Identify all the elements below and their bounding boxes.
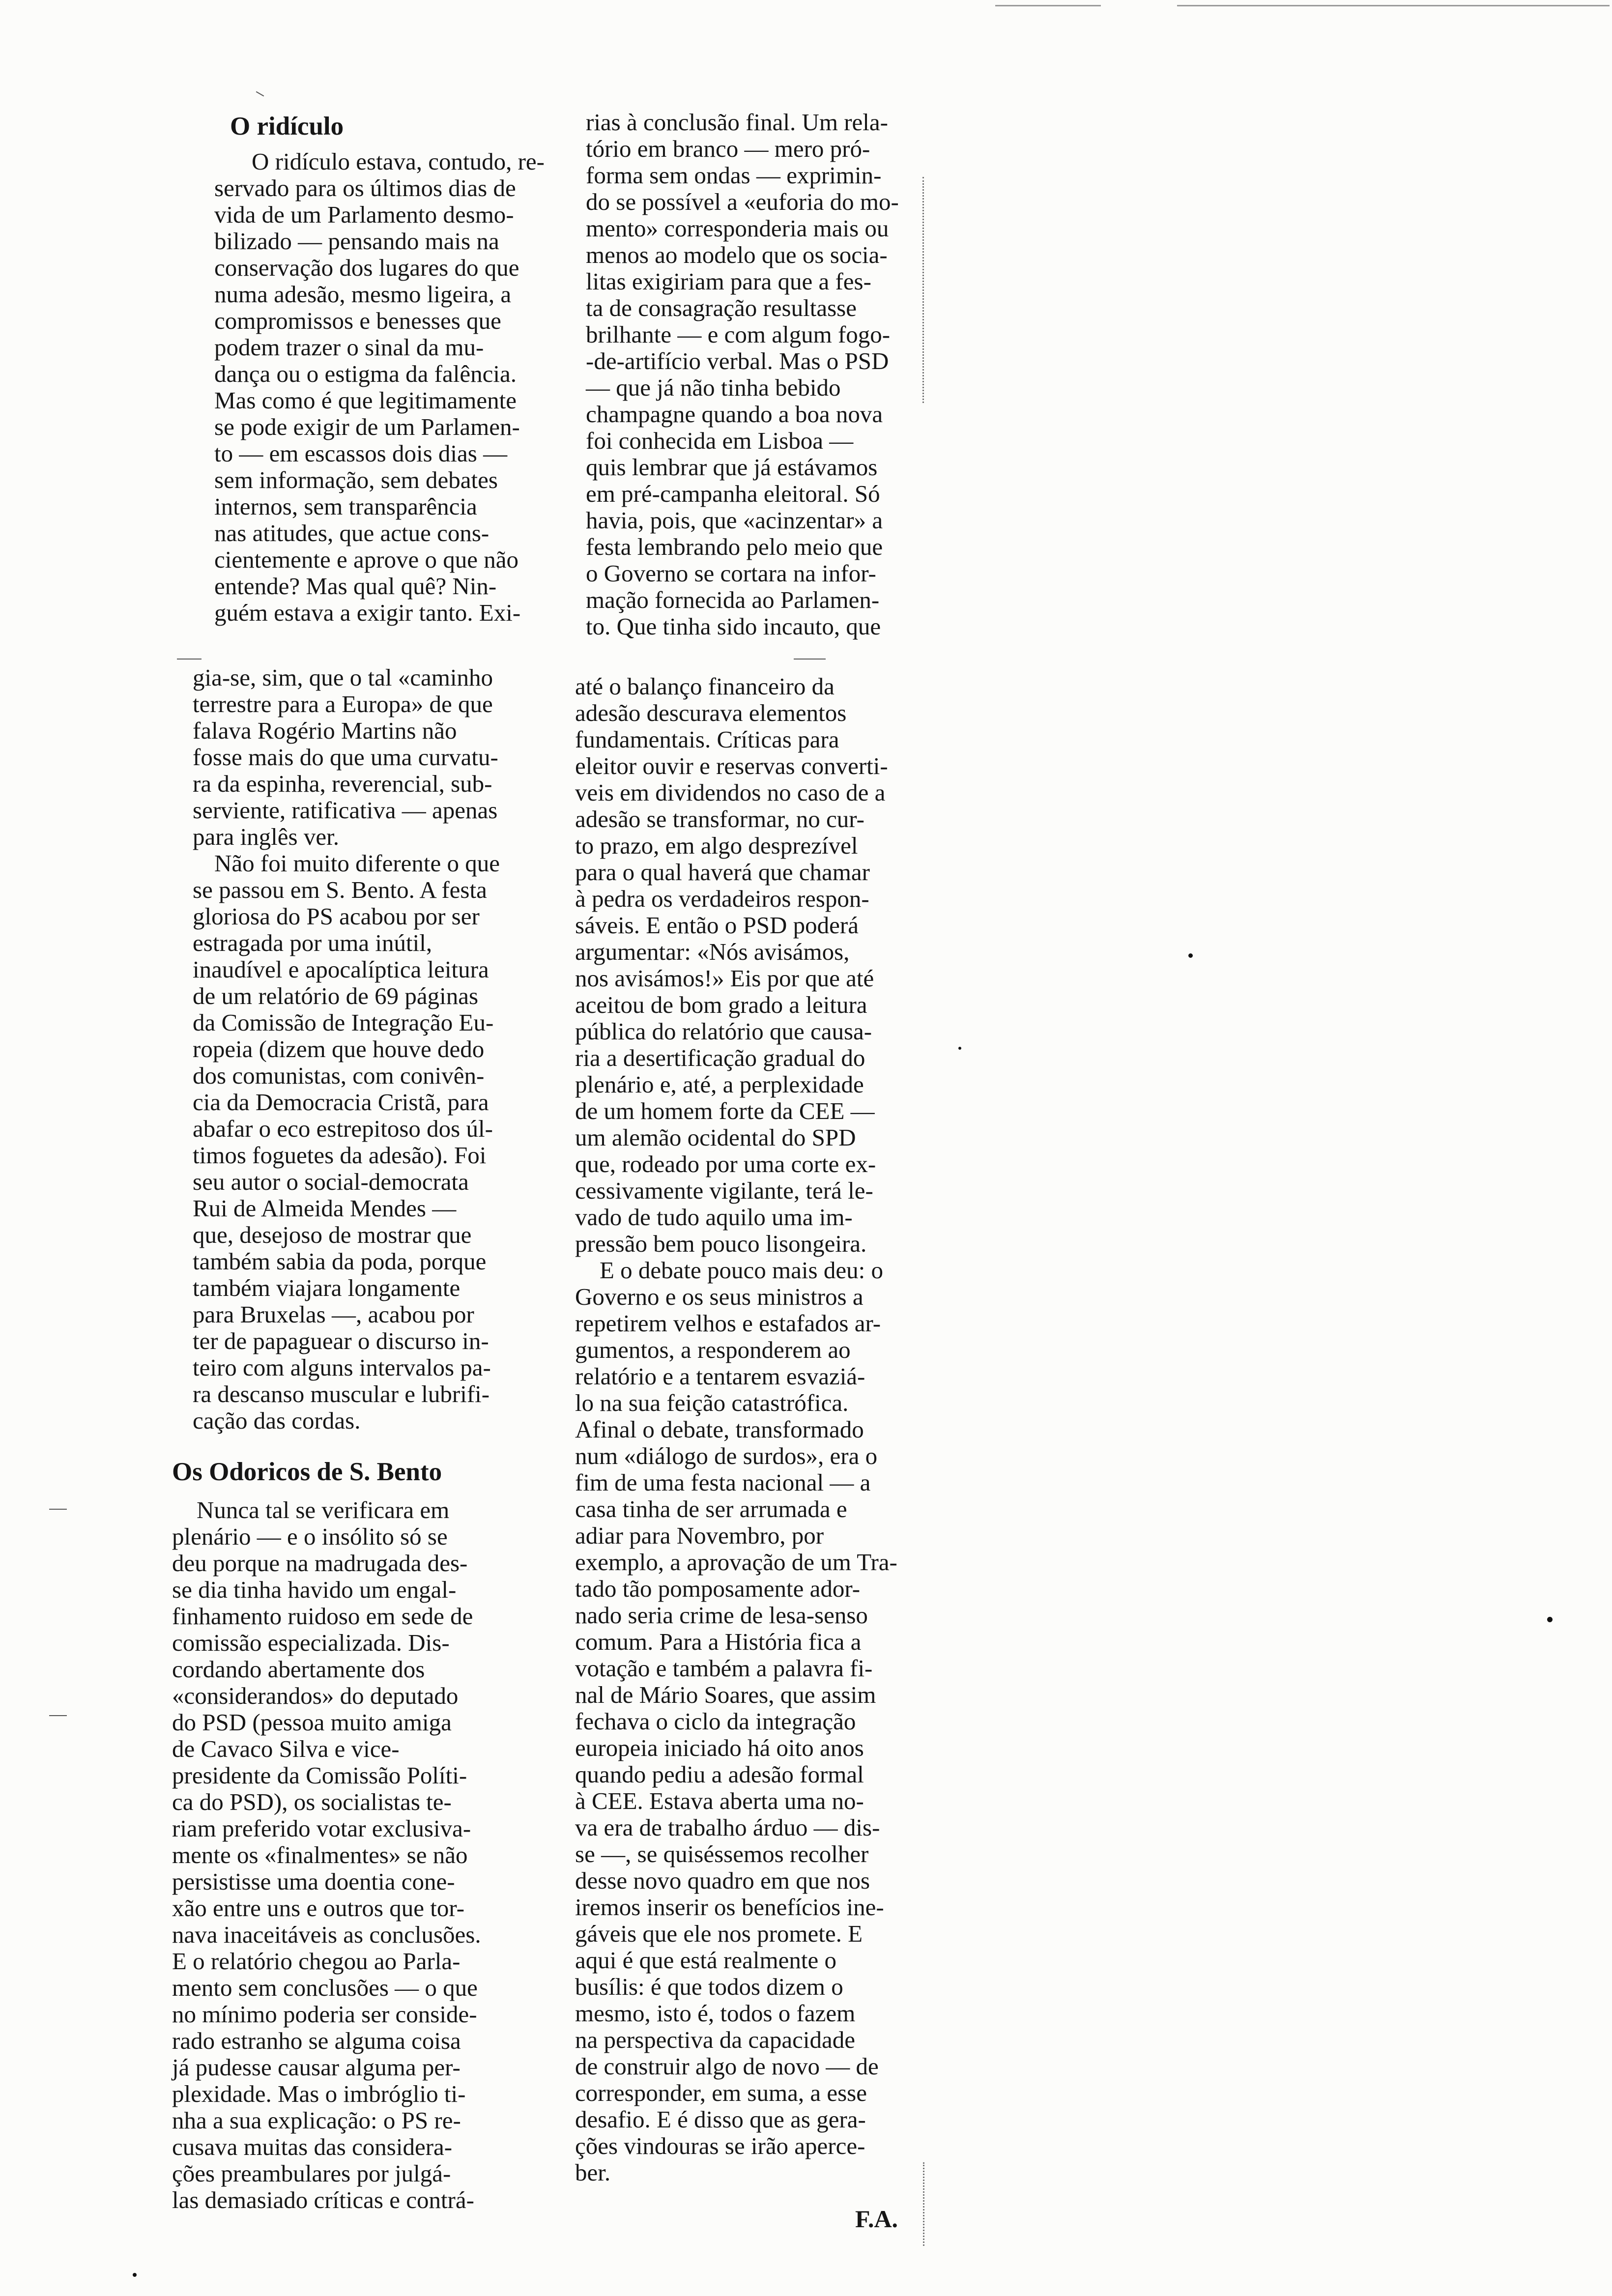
text-line: até o balanço financeiro da bbox=[575, 673, 835, 700]
text-line: fim de uma festa nacional — a bbox=[575, 1469, 871, 1496]
text-line: plenário — e o insólito só se bbox=[172, 1523, 448, 1550]
text-line: to — em escassos dois dias — bbox=[214, 440, 508, 467]
text-line: desse novo quadro em que nos bbox=[575, 1867, 870, 1894]
text-line: festa lembrando pelo meio que bbox=[586, 533, 883, 560]
text-line: entende? Mas qual quê? Nin- bbox=[214, 573, 497, 600]
text-line: tório em branco — mero pró- bbox=[586, 135, 870, 162]
text-line: nado seria crime de lesa-senso bbox=[575, 1602, 868, 1629]
text-line: que, rodeado por uma corte ex- bbox=[575, 1150, 876, 1177]
text-line: já pudesse causar alguma per- bbox=[172, 2054, 461, 2081]
speck-3 bbox=[1547, 1617, 1553, 1622]
text-line: rias à conclusão final. Um rela- bbox=[586, 109, 888, 136]
text-line: Governo e os seus ministros a bbox=[575, 1283, 864, 1310]
text-line: podem trazer o sinal da mu- bbox=[214, 334, 484, 361]
text-line: dos comunistas, com conivên- bbox=[193, 1062, 485, 1089]
text-line: mente os «finalmentes» se não bbox=[172, 1841, 468, 1868]
text-line: gumentos, a responderem ao bbox=[575, 1336, 851, 1363]
text-line: na perspectiva da capacidade bbox=[575, 2026, 855, 2053]
text-line: aqui é que está realmente o bbox=[575, 1947, 836, 1974]
text-line: de um homem forte da CEE — bbox=[575, 1097, 875, 1124]
speck-2 bbox=[958, 1047, 961, 1050]
text-line: relatório e a tentarem esvaziá- bbox=[575, 1363, 865, 1390]
margin-tick-1 bbox=[49, 1509, 67, 1510]
text-line: votação e também a palavra fi- bbox=[575, 1655, 873, 1682]
text-line: ta de consagração resultasse bbox=[586, 294, 857, 321]
text-line: pública do relatório que causa- bbox=[575, 1018, 872, 1045]
text-line: timos foguetes da adesão). Foi bbox=[193, 1142, 487, 1169]
speck-1 bbox=[1188, 953, 1193, 958]
text-line: se —, se quiséssemos recolher bbox=[575, 1840, 869, 1867]
text-line: Mas como é que legitimamente bbox=[214, 387, 517, 414]
text-line: dança ou o estigma da falência. bbox=[214, 360, 517, 387]
text-line: adiar para Novembro, por bbox=[575, 1522, 824, 1549]
text-line: mento» corresponderia mais ou bbox=[586, 215, 889, 242]
text-line: que, desejoso de mostrar que bbox=[193, 1221, 472, 1248]
text-line: cientemente e aprove o que não bbox=[214, 546, 519, 573]
text-line: fundamentais. Críticas para bbox=[575, 726, 839, 753]
text-line: vida de um Parlamento desmo- bbox=[214, 201, 514, 228]
top-rule-2 bbox=[1177, 5, 1610, 6]
text-line: à CEE. Estava aberta uma no- bbox=[575, 1787, 864, 1814]
text-line: veis em dividendos no caso de a bbox=[575, 779, 886, 806]
text-line: cusava muitas das considera- bbox=[172, 2133, 453, 2160]
text-line: terrestre para a Europa» de que bbox=[193, 690, 493, 718]
text-line: mento sem conclusões — o que bbox=[172, 1974, 478, 2001]
text-line: menos ao modelo que os socia- bbox=[586, 241, 888, 268]
text-line: plexidade. Mas o imbróglio ti- bbox=[172, 2080, 466, 2107]
scan-mark bbox=[256, 91, 264, 97]
text-line: deu porque na madrugada des- bbox=[172, 1550, 468, 1577]
text-line: ria a desertificação gradual do bbox=[575, 1044, 865, 1071]
text-line: -de-artifício verbal. Mas o PSD bbox=[586, 347, 889, 374]
text-line: guém estava a exigir tanto. Exi- bbox=[214, 599, 521, 626]
text-line: comissão especializada. Dis- bbox=[172, 1629, 450, 1656]
column2-top bbox=[586, 109, 899, 640]
text-line: adesão se transformar, no cur- bbox=[575, 805, 864, 832]
text-line: também sabia da poda, porque bbox=[193, 1248, 487, 1275]
text-line: plenário e, até, a perplexidade bbox=[575, 1071, 864, 1098]
text-line: ções preambulares por julgá- bbox=[172, 2160, 451, 2187]
margin-line-bottom bbox=[923, 2162, 924, 2246]
text-line: iremos inserir os benefícios ine- bbox=[575, 1894, 884, 1921]
text-line: serviente, ratificativa — apenas bbox=[193, 797, 498, 824]
column1-top bbox=[214, 148, 545, 626]
text-line: quis lembrar que já estávamos bbox=[586, 454, 878, 481]
text-line: Afinal o debate, transformado bbox=[575, 1416, 864, 1443]
text-line: cessivamente vigilante, terá le- bbox=[575, 1177, 873, 1204]
text-line: seu autor o social-democrata bbox=[193, 1168, 469, 1195]
text-line: num «diálogo de surdos», era o bbox=[575, 1442, 878, 1469]
text-line: do se possível a «euforia do mo- bbox=[586, 188, 899, 215]
text-line: litas exigiriam para que a fes- bbox=[586, 268, 871, 295]
text-line: também viajara longamente bbox=[193, 1274, 461, 1301]
text-line: gia-se, sim, que o tal «caminho bbox=[193, 664, 493, 691]
text-line: um alemão ocidental do SPD bbox=[575, 1124, 856, 1151]
text-line: conservação dos lugares do que bbox=[214, 254, 519, 281]
text-line: ra da espinha, reverencial, sub- bbox=[193, 770, 492, 797]
text-line: de Cavaco Silva e vice- bbox=[172, 1735, 400, 1762]
text-line: casa tinha de ser arrumada e bbox=[575, 1495, 847, 1522]
text-line: se dia tinha havido um engal- bbox=[172, 1576, 457, 1603]
text-line: ra descanso muscular e lubrifi- bbox=[193, 1380, 490, 1407]
text-line: busílis: é que todos dizem o bbox=[575, 1973, 843, 2000]
text-line: champagne quando a boa nova bbox=[586, 401, 883, 428]
text-line: gloriosa do PS acabou por ser bbox=[193, 903, 480, 930]
text-line: foi conhecida em Lisboa — bbox=[586, 427, 854, 454]
text-line: fechava o ciclo da integração bbox=[575, 1708, 856, 1735]
text-line: to prazo, em algo desprezível bbox=[575, 832, 858, 859]
text-line: exemplo, a aprovação de um Tra- bbox=[575, 1549, 897, 1576]
section-heading-odoricos bbox=[172, 1455, 442, 1489]
section-heading-ridiculo bbox=[230, 109, 344, 144]
text-line: europeia iniciado há oito anos bbox=[575, 1734, 864, 1761]
text-line: servado para os últimos dias de bbox=[214, 174, 516, 201]
signature-text: F.A. bbox=[855, 2205, 898, 2233]
text-line: nas atitudes, que actue cons- bbox=[214, 519, 489, 546]
text-line: sem informação, sem debates bbox=[214, 466, 498, 493]
text-line: — que já não tinha bebido bbox=[586, 374, 841, 401]
text-line: à pedra os verdadeiros respon- bbox=[575, 885, 869, 912]
text-line: persistisse uma doentia conе- bbox=[172, 1868, 455, 1895]
author-signature bbox=[855, 2202, 898, 2236]
text-line: ca do PSD), os socialistas te- bbox=[172, 1788, 452, 1815]
text-line: compromissos e benesses que bbox=[214, 307, 501, 334]
text-line: presidente da Comissão Políti- bbox=[172, 1762, 467, 1789]
text-line: mação fornecida ao Parlamen- bbox=[586, 586, 880, 613]
text-line: eleitor ouvir e reservas converti- bbox=[575, 752, 888, 779]
text-line: brilhante — e com algum fogo- bbox=[586, 321, 891, 348]
text-line: comum. Para a História fica a bbox=[575, 1628, 862, 1655]
text-line: abafar o eco estrepitoso dos úl- bbox=[193, 1115, 493, 1142]
text-line: rado estranho se alguma coisa bbox=[172, 2027, 461, 2054]
text-line: para inglês ver. bbox=[193, 823, 339, 850]
text-line: corresponder, em suma, a esse bbox=[575, 2079, 867, 2106]
column-separator-1 bbox=[177, 659, 202, 660]
column-separator-2 bbox=[794, 659, 826, 660]
text-line: xão entre uns e outros que tor- bbox=[172, 1894, 465, 1922]
text-line: para Bruxelas —, acabou por bbox=[193, 1301, 474, 1328]
text-line: numa adesão, mesmo ligeira, a bbox=[214, 281, 512, 308]
text-line: de construir algo de novo — de bbox=[575, 2053, 879, 2080]
text-line: cação das cordas. bbox=[193, 1407, 361, 1434]
speck-4 bbox=[133, 2273, 137, 2277]
text-line: ções vindouras se irão aperce- bbox=[575, 2132, 865, 2159]
text-line: da Comissão de Integração Eu- bbox=[193, 1009, 494, 1036]
text-line: nava inaceitáveis as conclusões. bbox=[172, 1921, 481, 1948]
text-line: gáveis que ele nos promete. E bbox=[575, 1920, 863, 1947]
text-line: quando pediu a adesão formal bbox=[575, 1761, 864, 1788]
text-line: Não foi muito diferente o que bbox=[214, 850, 500, 877]
text-line: teiro com alguns intervalos pa- bbox=[193, 1354, 491, 1381]
text-line: ter de papaguear o discurso in- bbox=[193, 1327, 489, 1354]
text-line: to. Que tinha sido incauto, que bbox=[586, 613, 881, 640]
margin-line-top bbox=[922, 177, 924, 403]
text-line: forma sem ondas — exprimin- bbox=[586, 162, 882, 189]
text-line: pressão bem pouco lisongeira. bbox=[575, 1230, 867, 1257]
text-line: va era de trabalho árduo — dis- bbox=[575, 1814, 880, 1841]
text-line: Rui de Almeida Mendes — bbox=[193, 1195, 457, 1222]
text-line: de um relatório de 69 páginas bbox=[193, 982, 479, 1009]
text-line: o Governo se cortara na infor- bbox=[586, 560, 876, 587]
text-line: estragada por uma inútil, bbox=[193, 929, 432, 956]
column1-section2 bbox=[172, 1497, 481, 2213]
text-line: «considerandos» do deputado bbox=[172, 1682, 459, 1709]
text-line: se pode exigir de um Parlamen- bbox=[214, 413, 520, 440]
text-line: em pré-campanha eleitoral. Só bbox=[586, 480, 880, 507]
text-line: ber. bbox=[575, 2159, 611, 2186]
text-line: nha a sua explicação: o PS re- bbox=[172, 2107, 461, 2134]
text-line: vado de tudo aquilo uma im- bbox=[575, 1204, 853, 1231]
text-line: havia, pois, que «acinzentar» a bbox=[586, 507, 883, 534]
text-line: O ridículo estava, contudo, re- bbox=[252, 148, 545, 175]
text-line: argumentar: «Nós avisámos, bbox=[575, 938, 850, 965]
text-line: se passou em S. Bento. A festa bbox=[193, 876, 487, 903]
text-line: mesmo, isto é, todos o fazem bbox=[575, 2000, 856, 2027]
text-line: E o debate pouco mais deu: o bbox=[600, 1257, 883, 1284]
text-line: do PSD (pessoa muito amiga bbox=[172, 1709, 452, 1736]
text-line: cordando abertamente dos bbox=[172, 1656, 425, 1683]
text-line: inaudível e apocalíptica leitura bbox=[193, 956, 489, 983]
top-rule-1 bbox=[995, 5, 1101, 6]
text-line: finhamento ruidoso em sede de bbox=[172, 1603, 473, 1630]
text-line: Nunca tal se verificara em bbox=[197, 1496, 450, 1523]
text-line: para o qual haverá que chamar bbox=[575, 859, 870, 886]
text-line: desafio. E é disso que as gera- bbox=[575, 2106, 866, 2133]
text-line: adesão descurava elementos bbox=[575, 699, 847, 726]
margin-tick-2 bbox=[49, 1715, 67, 1716]
text-line: sáveis. E então o PSD poderá bbox=[575, 912, 859, 939]
text-line: las demasiado críticas e contrá- bbox=[172, 2186, 474, 2213]
text-line: no mínimo poderia ser conside- bbox=[172, 2001, 477, 2028]
heading-text: O ridículo bbox=[230, 112, 344, 141]
text-line: internos, sem transparência bbox=[214, 493, 477, 520]
text-line: nal de Mário Soares, que assim bbox=[575, 1681, 876, 1708]
text-line: repetirem velhos e estafados ar- bbox=[575, 1310, 881, 1337]
text-line: lo na sua feição catastrófica. bbox=[575, 1389, 849, 1416]
text-line: ropeia (dizem que houve dedo bbox=[193, 1035, 485, 1062]
text-line: tado tão pomposamente ador- bbox=[575, 1575, 861, 1602]
text-line: E o relatório chegou ao Parla- bbox=[172, 1948, 461, 1975]
text-line: falava Rogério Martins não bbox=[193, 717, 457, 744]
text-line: riam preferido votar exclusiva- bbox=[172, 1815, 471, 1842]
text-line: bilizado — pensando mais na bbox=[214, 228, 499, 255]
text-line: cia da Democracia Cristã, para bbox=[193, 1089, 489, 1116]
column1-continuation bbox=[193, 664, 500, 1434]
column2-bottom bbox=[575, 673, 897, 2186]
heading-text: Os Odoricos de S. Bento bbox=[172, 1458, 442, 1486]
text-line: nos avisámos!» Eis por que até bbox=[575, 965, 874, 992]
text-line: fosse mais do que uma curvatu- bbox=[193, 744, 498, 771]
text-line: aceitou de bom grado a leitura bbox=[575, 991, 867, 1018]
